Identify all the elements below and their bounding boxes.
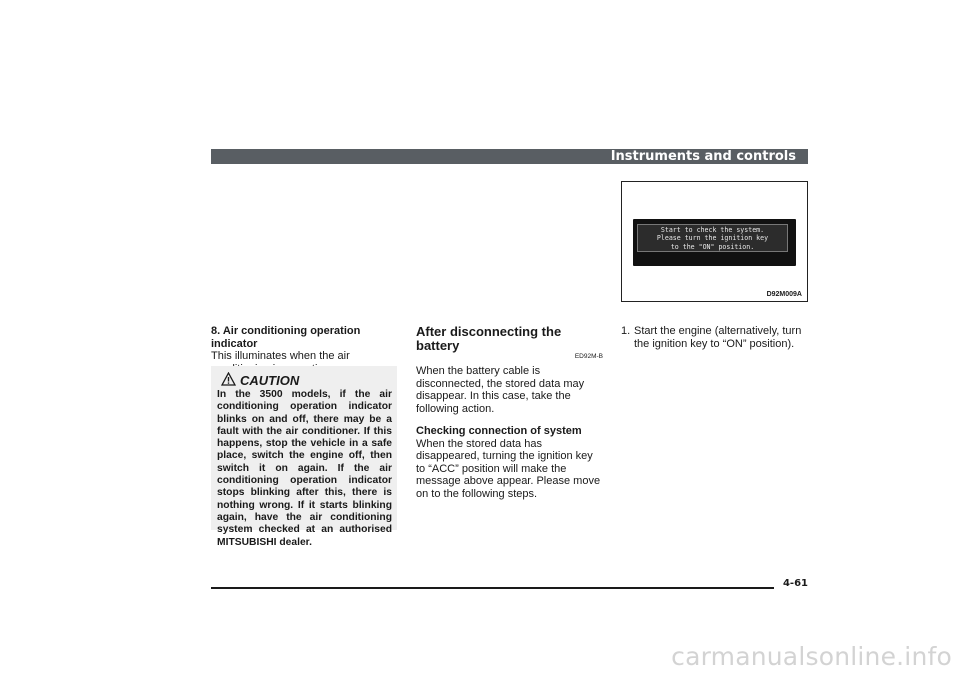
figure-code: D92M009A (766, 291, 802, 298)
page-number: 4-61 (782, 578, 808, 589)
list-item (621, 325, 809, 350)
display-figure (621, 181, 808, 302)
right-column (621, 325, 809, 350)
lcd-line-2: Please turn the ignition key (656, 234, 769, 243)
item-body: This illuminates when the air (211, 350, 350, 362)
lcd-screen (633, 219, 796, 266)
section-code: ED92M-B (574, 353, 603, 360)
lcd-line-3: to the "ON" position. (670, 242, 755, 251)
middle-column (416, 325, 603, 500)
section-header: Instruments and controls (211, 149, 808, 164)
watermark: carmanualsonline.info (671, 642, 952, 671)
caution-title: CAUTION (240, 372, 300, 388)
caution-text: In the 3500 models, if the air conditioning operation indicator blinks on and off, there may be a fault with the air conditioner. If this happens, stop the vehicle in a safe place, switch the engine off, then switch it on again. If the air conditioning operation indicator stops blinking after this, there is nothing wrong. If it starts blinking again, have the air conditioning system checked at an authorised MITSUBISHI dealer. (217, 389, 392, 548)
subheading: Checking connection of system (416, 425, 582, 437)
item-heading: 8. Air conditioning operation indicator (211, 325, 361, 350)
caution-header (217, 372, 392, 388)
section-intro: When the battery cable is disconnected, the stored data may disappear. In this case, take the following action. (416, 365, 585, 415)
lcd-message (637, 224, 788, 252)
step-number: 1. (621, 325, 631, 337)
section-body: When the stored data has disappeared, turning the ignition key to “ACC” position will make the message above appear. Please move on to the following steps. (416, 437, 601, 500)
section-title: After disconnecting the battery (416, 324, 562, 353)
warning-triangle-icon (221, 372, 236, 389)
footer-rule (211, 587, 774, 589)
step-text: Start the engine (alternatively, turn the ignition key to “ON” position). (634, 325, 802, 350)
caution-box (211, 366, 397, 548)
lcd-line-1: Start to check the system. (660, 226, 765, 234)
